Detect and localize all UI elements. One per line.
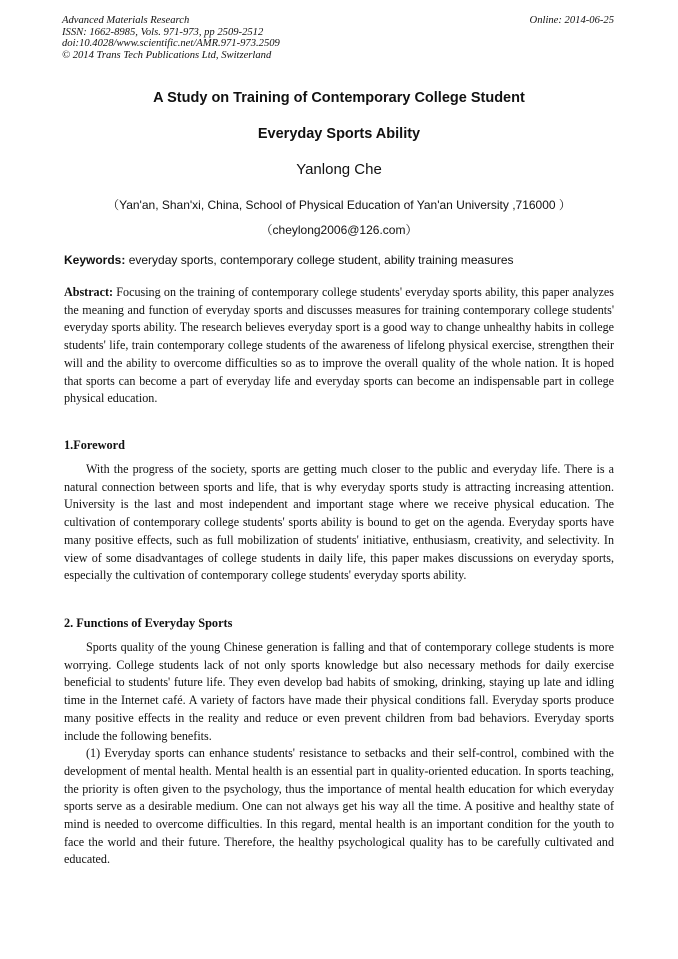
functions-paragraph-1: Sports quality of the young Chinese generation is falling and that of contemporary college students is more worrying. College students lack of not only sports knowledge but also necessary methods for daily exercise beneficial to students' future life. They even develop bad habits of smoking, drinking, staying up late and idling time in the Internet café. A variety of factors have made their physical conditions fall. Everyday sports produce many positive effects in the reality and reduce or even prevent children from bad behaviors. Everyday sports include the following benefits.	[64, 640, 614, 743]
section-heading-foreword: 1.Foreword	[64, 438, 125, 452]
keywords-text: everyday sports, contemporary college student, ability training measures	[125, 253, 514, 267]
paper-title-line1: A Study on Training of Contemporary College Student	[153, 90, 525, 106]
foreword-paragraph: With the progress of the society, sports are getting much closer to the public and everyday life. There is a natural connection between sports and life, that is why everyday sports study is attracting increasing attention. University is the last and most independent and important stage where we receive physical education. The cultivation of contemporary college students' sports ability is bound to get on the agenda. Everyday sports have many positive effects, such as full mobilization of students' initiative, enthusiasm, creativity, and selectivity. In view of some disadvantages of college students in daily life, this paper makes discussions on everyday sports, especially the cultivation of contemporary college students' everyday sports ability.	[64, 462, 614, 583]
author-name: Yanlong Che	[296, 161, 382, 178]
journal-name: Advanced Materials Research	[62, 15, 190, 26]
functions-paragraph-2: (1) Everyday sports can enhance students' resistance to setbacks and their self-control, combined with the development of mental health. Mental health is an essential part in quality-oriented education. In sports teaching, the priority is often given to the psychology, thus the importance of mental health education for which everyday sports serve as a desirable medium. One can not always get his way all the time. A positive and healthy state of mind is needed to overcome difficulties. In this regard, mental health is an important condition for the youth to face the world and their future. Therefore, the healthy psychological quality has to be carefully cultivated and educated.	[64, 746, 614, 867]
author-affiliation: （Yan'an, Shan'xi, China, School of Physical Education of Yan'an University ,716000 ）	[107, 198, 571, 212]
abstract	[64, 284, 614, 408]
online-date: Online: 2014-06-25	[529, 15, 614, 26]
journal-copyright: © 2014 Trans Tech Publications Ltd, Switzerland	[62, 49, 272, 61]
functions-body	[64, 639, 614, 869]
author-email: （cheylong2006@126.com）	[260, 223, 418, 237]
abstract-text: Focusing on the training of contemporary college students' everyday sports ability, this paper analyzes the meaning and function of everyday sports and discusses measures for training contemporary college students' everyday sports ability. The research believes everyday sport is a good way to change unhealthy habits in college students' life, train contemporary college students of the awareness of lifelong physical exercise, strengthen their will and the ability to overcome difficulties so as to improve the overall quality of the whole nation. It is hoped that sports can become a part of everyday life and everyday sports can become an indispensable part in college physical education.	[64, 285, 614, 406]
journal-doi: doi:10.4028/www.scientific.net/AMR.971-973.2509	[62, 38, 280, 50]
keywords	[64, 253, 514, 267]
section-heading-functions: 2. Functions of Everyday Sports	[64, 616, 233, 630]
keywords-label: Keywords:	[64, 253, 126, 267]
paper-title-line2: Everyday Sports Ability	[257, 126, 421, 142]
journal-header	[62, 15, 280, 61]
abstract-label: Abstract:	[64, 285, 114, 299]
journal-issn: ISSN: 1662-8985, Vols. 971-973, pp 2509-2512	[62, 26, 264, 38]
